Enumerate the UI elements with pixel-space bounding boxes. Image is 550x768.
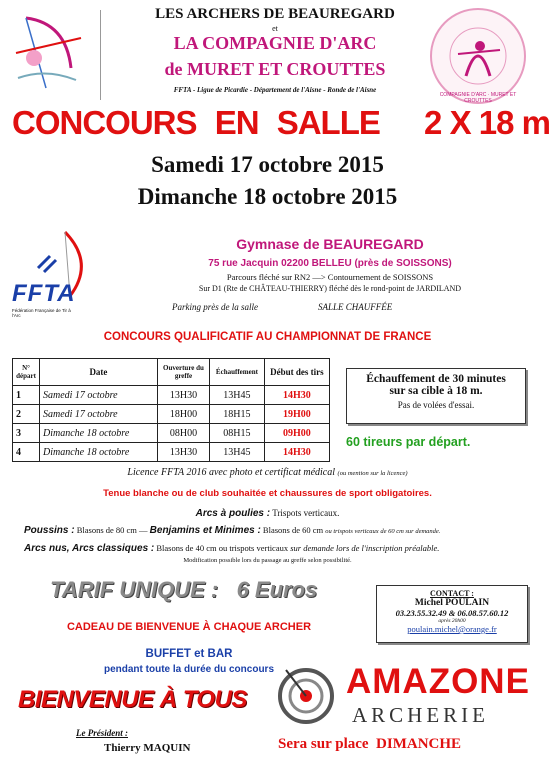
row-echauffement: 13H45 xyxy=(210,443,265,462)
venue-route-d1: Sur D1 (Rte de CHÂTEAU-THIERRY) fléché dès le rond-point de JARDILAND xyxy=(198,284,462,293)
row-echauffement: 13H45 xyxy=(210,386,265,405)
club-name-beauregard: LES ARCHERS DE BEAUREGARD xyxy=(155,6,395,22)
venue-parking: Parking près de la salle xyxy=(172,302,258,312)
rule-compound-text: Trispots verticaux. xyxy=(272,508,340,518)
contact-phones: 03.23.55.32.49 & 06.08.57.60.12 xyxy=(395,608,509,618)
warmup-line2: sur sa cible à 18 m. xyxy=(389,385,483,397)
row-greffe: 18H00 xyxy=(157,405,209,424)
amazone-target-icon xyxy=(276,660,338,730)
rule-recurve-text: Blasons de 40 cm ou trispots verticaux xyxy=(156,543,289,553)
row-echauffement: 18H15 xyxy=(210,405,265,424)
row-date: Samedi 17 octobre xyxy=(39,405,157,424)
dress-code: Tenue blanche ou de club souhaitée et chaussures de sport obligatoires. xyxy=(103,488,432,499)
row-num: 2 xyxy=(13,405,40,424)
qualif-title: CONCOURS QUALIFICATIF AU CHAMPIONNAT DE FRANCE xyxy=(103,331,432,343)
row-debut: 19H00 xyxy=(264,405,329,424)
club-logo xyxy=(6,8,96,100)
federation-line: FFTA - Ligue de Picardie - Département de l'Aisne - Ronde de l'Aisne xyxy=(173,86,377,94)
schedule-header-row xyxy=(13,359,330,386)
rule-recurve-label: Arcs nus, Arcs classiques : xyxy=(24,543,155,554)
col-date: Date xyxy=(39,359,157,386)
row-date: Dimanche 18 octobre xyxy=(39,424,157,443)
warmup-box xyxy=(346,368,526,424)
rule-poussins-label: Poussins : xyxy=(24,525,75,536)
archers-per-start: 60 tireurs par départ. xyxy=(346,435,471,449)
seal-text: COMPAGNIE D'ARC · MURET ET CROUTTES xyxy=(439,92,517,104)
amazone-subtitle: ARCHERIE xyxy=(352,703,489,727)
venue-address: 75 rue Jacquin 02200 BELLEU (près de SOISSONS) xyxy=(208,258,452,269)
table-row xyxy=(13,386,330,405)
contact-box xyxy=(376,585,528,643)
row-greffe: 13H30 xyxy=(157,443,209,462)
venue-name: Gymnase de BEAUREGARD xyxy=(236,236,424,252)
row-greffe: 13H30 xyxy=(157,386,209,405)
contact-name: Michel POULAIN xyxy=(414,598,490,608)
row-echauffement: 08H15 xyxy=(210,424,265,443)
rule-youth xyxy=(24,525,534,536)
table-row xyxy=(13,424,330,443)
club-name-muret: de MURET ET CROUTTES xyxy=(164,59,386,79)
banner-word-concours: CONCOURS xyxy=(12,104,197,141)
ffta-logo xyxy=(10,228,100,320)
table-row xyxy=(13,443,330,462)
ffta-caption: Fédération Française de Tir à l'Arc xyxy=(12,308,71,318)
banner-word-en: EN xyxy=(214,104,259,141)
rule-benjamins-label: Benjamins et Minimes : xyxy=(149,525,261,536)
buffet-subtitle: pendant toute la durée du concours xyxy=(103,664,274,675)
row-date: Samedi 17 octobre xyxy=(39,386,157,405)
col-debut: Début des tirs xyxy=(264,359,329,386)
rule-poussins-text: Blasons de 80 cm — xyxy=(76,525,148,535)
col-echauffement: Échauffement xyxy=(210,359,265,386)
ffta-wordmark: FFTA xyxy=(12,280,76,307)
license-main: Licence FFTA 2016 avec photo et certificat médical xyxy=(127,467,336,478)
compagnie-seal xyxy=(428,6,528,106)
schedule-table-wrap xyxy=(12,358,330,462)
warmup-line1: Échauffement de 30 minutes xyxy=(366,373,506,385)
rule-recurve-extra: sur demande lors de l'inscription préalable. xyxy=(290,543,440,553)
club-name-compagnie: LA COMPAGNIE D'ARC xyxy=(173,33,377,53)
amazone-onsite: Sera sur place DIMANCHE xyxy=(278,736,462,752)
row-debut: 09H00 xyxy=(264,424,329,443)
president-name: Thierry MAQUIN xyxy=(104,742,191,754)
row-num: 4 xyxy=(13,443,40,462)
banner-word-salle: SALLE xyxy=(276,104,380,141)
contact-after: après 20h00 xyxy=(438,618,466,624)
schedule-table xyxy=(12,358,330,462)
contact-email[interactable]: poulain.michel@orange.fr xyxy=(407,624,497,634)
contact-title: CONTACT : xyxy=(430,589,474,598)
amazone-wordmark: AMAZONE xyxy=(346,662,530,701)
president-label: Le Président : xyxy=(76,728,128,738)
rule-compound xyxy=(0,508,535,519)
welcome-all: BIENVENUE À TOUS xyxy=(18,686,247,713)
header-et: et xyxy=(272,24,278,33)
rule-benjamins-extra: ou trispots verticaux de 60 cm sur demande. xyxy=(325,528,441,535)
row-debut: 14H30 xyxy=(264,443,329,462)
rule-compound-label: Arcs à poulies : xyxy=(195,508,271,519)
row-greffe: 08H00 xyxy=(157,424,209,443)
rule-recurve xyxy=(24,543,534,554)
buffet-title: BUFFET et BAR xyxy=(145,648,233,660)
rule-benjamins-text: Blasons de 60 cm xyxy=(262,525,324,535)
table-row xyxy=(13,405,330,424)
row-debut: 14H30 xyxy=(264,386,329,405)
row-num: 3 xyxy=(13,424,40,443)
date-saturday: Samedi 17 octobre 2015 xyxy=(151,152,384,177)
license-note: (ou mention sur la licence) xyxy=(337,470,408,477)
col-greffe: Ouverture du greffe xyxy=(157,359,209,386)
venue-route-rn2: Parcours fléché sur RN2 —> Contournement de SOISSONS xyxy=(226,272,434,282)
warmup-line3: Pas de volées d'essai. xyxy=(397,400,475,410)
venue-heated: SALLE CHAUFFÉE xyxy=(318,302,393,312)
col-depart: N° départ xyxy=(13,359,40,386)
banner-concours xyxy=(12,104,550,144)
welcome-gift: CADEAU DE BIENVENUE À CHAQUE ARCHER xyxy=(66,621,312,633)
date-sunday: Dimanche 18 octobre 2015 xyxy=(137,184,398,209)
tarif: TARIF UNIQUE : 6 Euros xyxy=(50,577,318,602)
rule-note: Modification possible lors du passage au greffe selon possibilité. xyxy=(183,557,352,564)
banner-format: 2 X 18 m xyxy=(424,104,550,141)
row-num: 1 xyxy=(13,386,40,405)
row-date: Dimanche 18 octobre xyxy=(39,443,157,462)
license-line xyxy=(0,467,535,478)
